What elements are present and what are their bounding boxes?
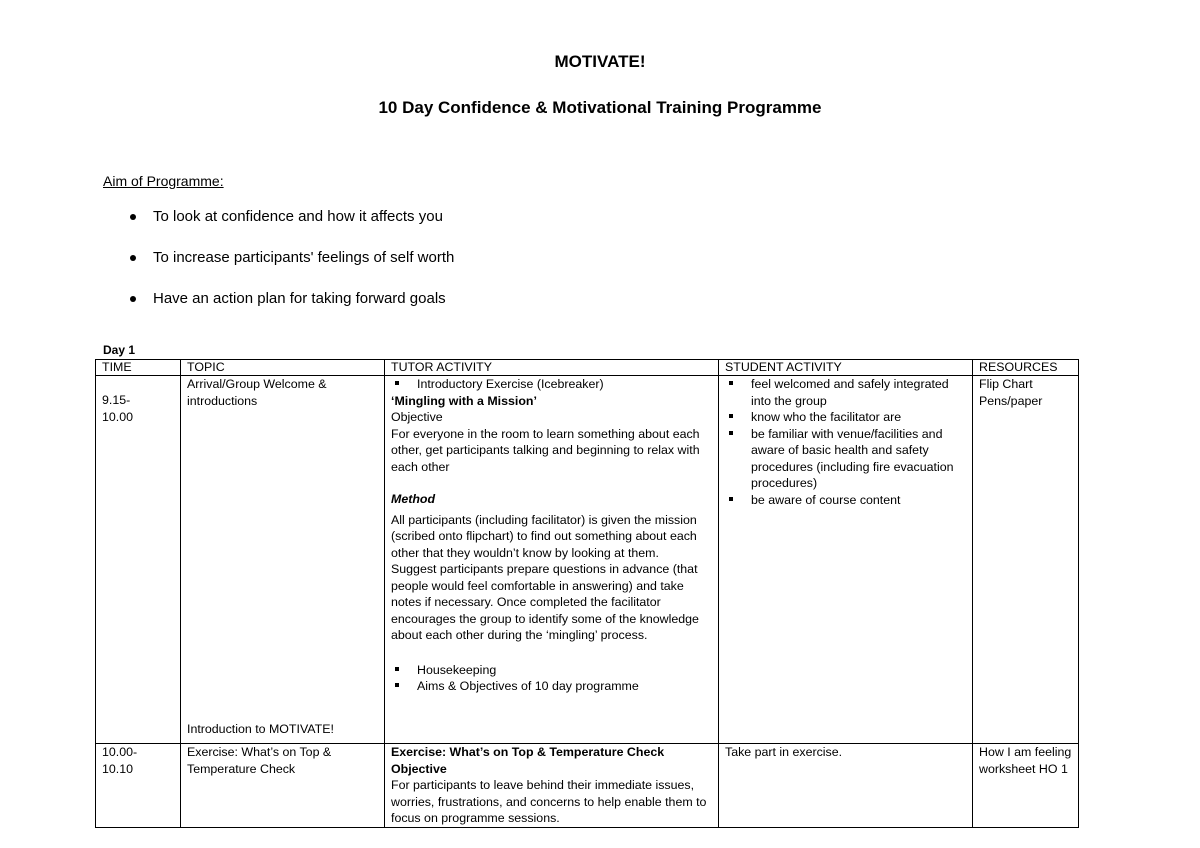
objective-label: Objective	[391, 761, 447, 776]
topic-text: Arrival/Group Welcome & introductions	[187, 377, 327, 408]
student-text: Take part in exercise.	[725, 745, 843, 759]
topic-text: Exercise: What’s on Top & Temperature Check	[187, 745, 332, 776]
list-item: Aims & Objectives of 10 day programme	[391, 678, 716, 695]
time-end: 10.10	[102, 761, 134, 776]
document-title: MOTIVATE!	[554, 52, 646, 71]
tutor-bullet-list	[391, 662, 716, 695]
topic-cell	[181, 744, 385, 828]
list-item: be familiar with venue/facilities and aware of basic health and safety procedures (including fire evacuation procedures)	[725, 426, 970, 492]
tutor-activity-cell	[385, 744, 719, 828]
resources-cell	[973, 376, 1079, 744]
header-tutor-activity: TUTOR ACTIVITY	[385, 360, 719, 376]
student-bullet-list	[725, 376, 970, 508]
method-text: All participants (including facilitator) is given the mission (scribed onto flipchart) to find out something about each other that they wouldn’t know by looking at them.	[391, 512, 697, 560]
header-topic: TOPIC	[181, 360, 385, 376]
schedule-table	[95, 359, 1079, 828]
day-label: Day 1	[103, 343, 136, 357]
objective-text: For participants to leave behind their immediate issues, worries, frustrations, and concerns to help enable them to focus on programme sessions.	[391, 778, 707, 825]
table-row	[96, 376, 1079, 744]
aims-list	[130, 208, 454, 331]
method-label: Method	[391, 492, 436, 506]
time-start: 9.15-	[102, 393, 131, 407]
time-cell	[96, 744, 181, 828]
header-time: TIME	[96, 360, 181, 376]
table-header-row	[96, 360, 1079, 376]
objective-label: Objective	[391, 410, 443, 424]
list-item: feel welcomed and safely integrated into the group	[725, 376, 970, 409]
aim-heading: Aim of Programme:	[103, 173, 224, 189]
list-item: be aware of course content	[725, 492, 970, 509]
topic-cell	[181, 376, 385, 744]
aim-item: Have an action plan for taking forward goals	[130, 290, 454, 331]
aim-item: To look at confidence and how it affects you	[130, 208, 454, 249]
list-item: know who the facilitator are	[725, 409, 970, 426]
list-item: Housekeeping	[391, 662, 716, 679]
activity-title: Exercise: What’s on Top & Temperature Check	[391, 745, 665, 759]
time-end: 10.00	[102, 409, 134, 424]
aim-item: To increase participants' feelings of self worth	[130, 249, 454, 290]
list-item: Introductory Exercise (Icebreaker)	[391, 376, 716, 393]
tutor-bullet-list	[391, 376, 716, 393]
student-activity-cell	[719, 744, 973, 828]
time-cell	[96, 376, 181, 744]
table-row	[96, 744, 1079, 828]
objective-text: For everyone in the room to learn something about each other, get participants talking and beginning to relax with each other	[391, 426, 700, 474]
time-start: 10.00-	[102, 745, 138, 759]
header-student-activity: STUDENT ACTIVITY	[719, 360, 973, 376]
activity-title: ‘Mingling with a Mission’	[391, 393, 537, 408]
resources-cell	[973, 744, 1079, 828]
resource-item: Flip Chart	[979, 377, 1033, 391]
tutor-activity-cell	[385, 376, 719, 744]
student-activity-cell	[719, 376, 973, 744]
header-resources: RESOURCES	[973, 360, 1079, 376]
resource-item: Pens/paper	[979, 393, 1043, 408]
document-subtitle: 10 Day Confidence & Motivational Training Programme	[378, 98, 822, 117]
method-text: Suggest participants prepare questions in advance (that people would feel comfortable in answering) and take notes if necessary. Once completed the facilitator encourages the group to identify some of the knowledge about each other during the ‘mingling’ process.	[391, 562, 699, 642]
topic-text-secondary: Introduction to MOTIVATE!	[187, 722, 334, 736]
resource-item: How I am feeling worksheet HO 1	[979, 745, 1072, 776]
